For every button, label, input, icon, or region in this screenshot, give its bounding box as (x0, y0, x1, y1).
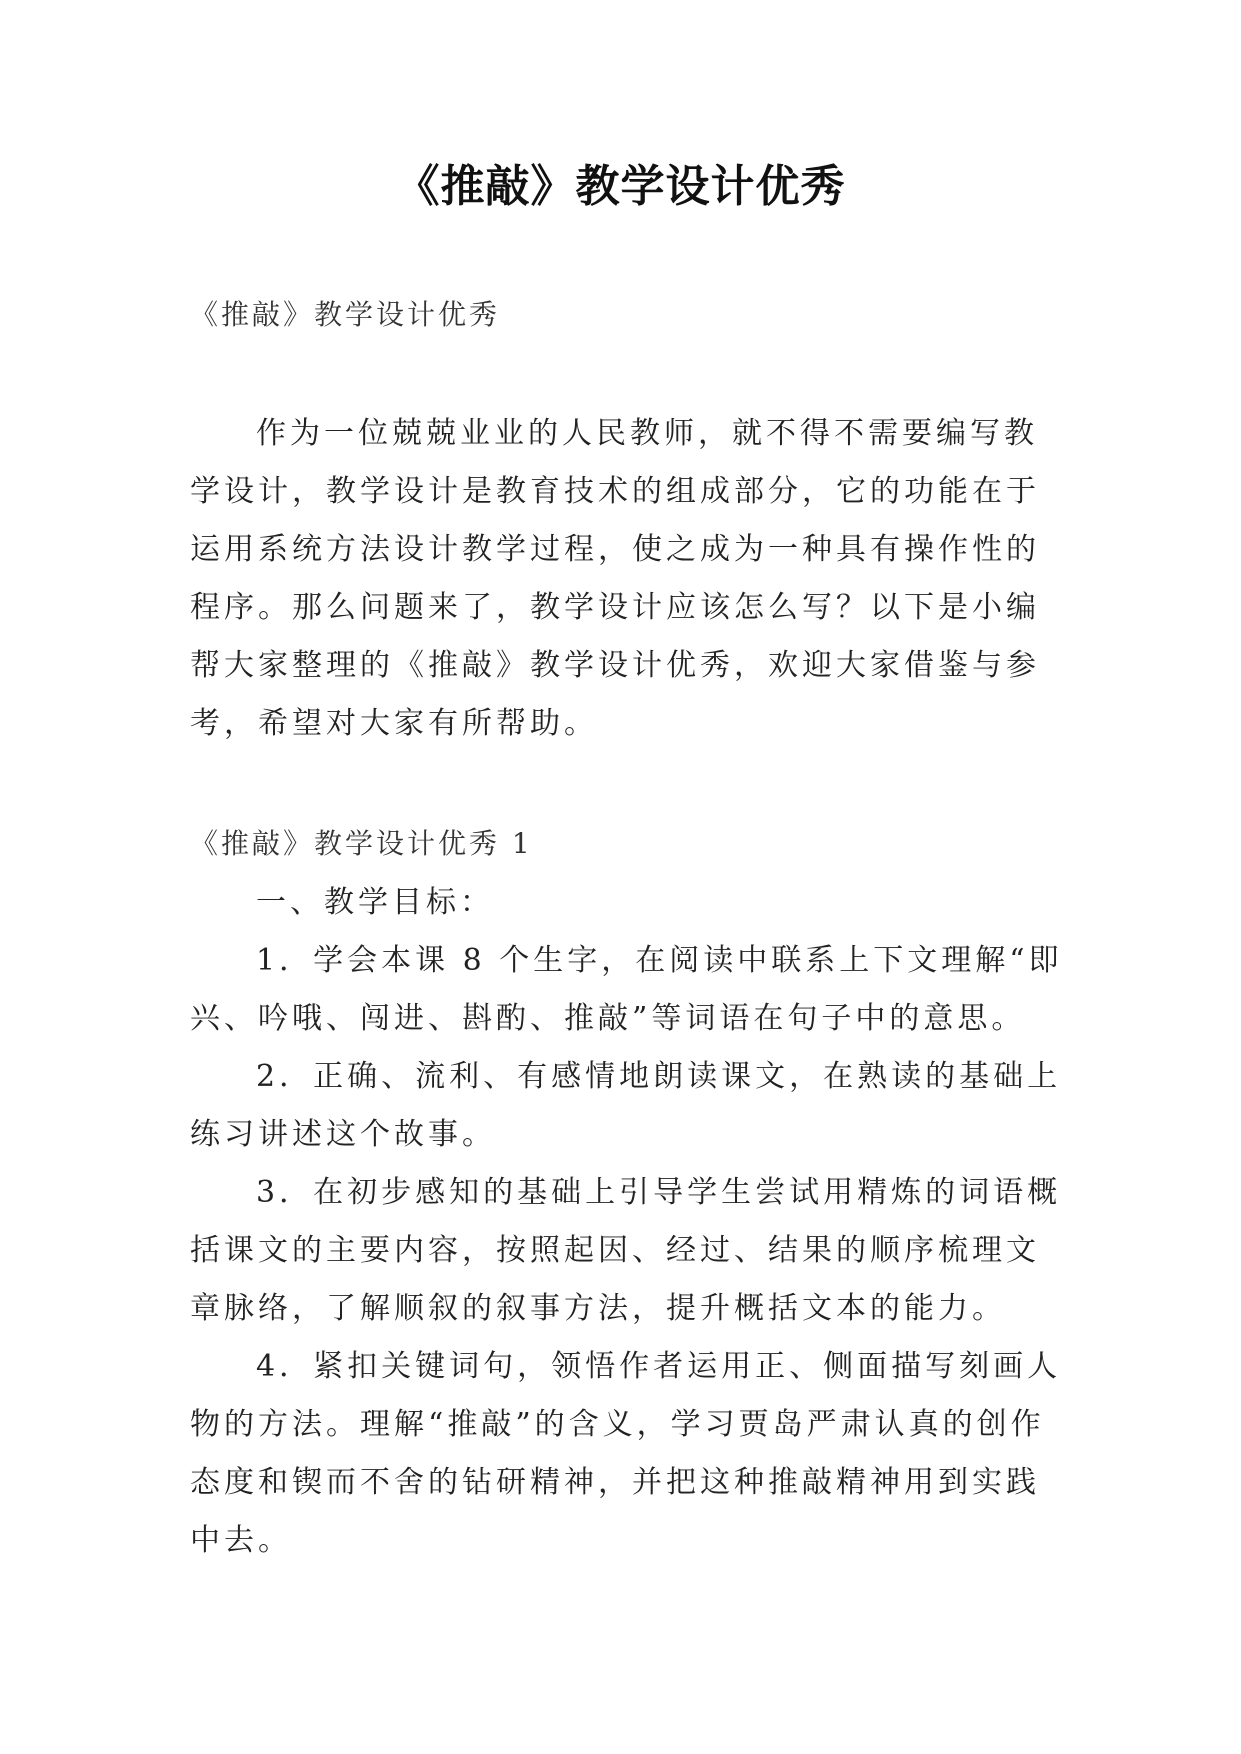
intro-paragraph: 作为一位兢兢业业的人民教师，就不得不需要编写教学设计，教学设计是教育技术的组成部分，它的功能在于运用系统方法设计教学过程，使之成为一种具有操作性的程序。那么问题来了，教学设计应该怎么写？以下是小编帮大家整理的《推敲》教学设计优秀，欢迎大家借鉴与参考，希望对大家有所帮助。 (190, 416, 1040, 741)
document-title: 《推敲》教学设计优秀 (395, 161, 846, 212)
teaching-goals-heading: 一、教学目标： (256, 885, 494, 920)
goal-item-2: 2．正确、流利、有感情地朗读课文，在熟读的基础上练习讲述这个故事。 (190, 1059, 1062, 1152)
document-subtitle: 《推敲》教学设计优秀 (190, 298, 501, 331)
goal-item-1: 1．学会本课 8 个生字，在阅读中联系上下文理解“即兴、吟哦、闯进、斟酌、推敲”等词语在句子中的意思。 (190, 943, 1063, 1036)
goal-item-3: 3．在初步感知的基础上引导学生尝试用精炼的词语概括课文的主要内容，按照起因、经过、结果的顺序梳理文章脉络，了解顺叙的叙事方法，提升概括文本的能力。 (190, 1175, 1062, 1326)
goal-item-4: 4．紧扣关键词句，领悟作者运用正、侧面描写刻画人物的方法。理解“推敲”的含义，学习贾岛严肃认真的创作态度和锲而不舍的钻研精神，并把这种推敲精神用到实践中去。 (190, 1349, 1062, 1558)
section-body (190, 874, 1070, 1570)
section-heading: 《推敲》教学设计优秀 1 (190, 827, 533, 860)
